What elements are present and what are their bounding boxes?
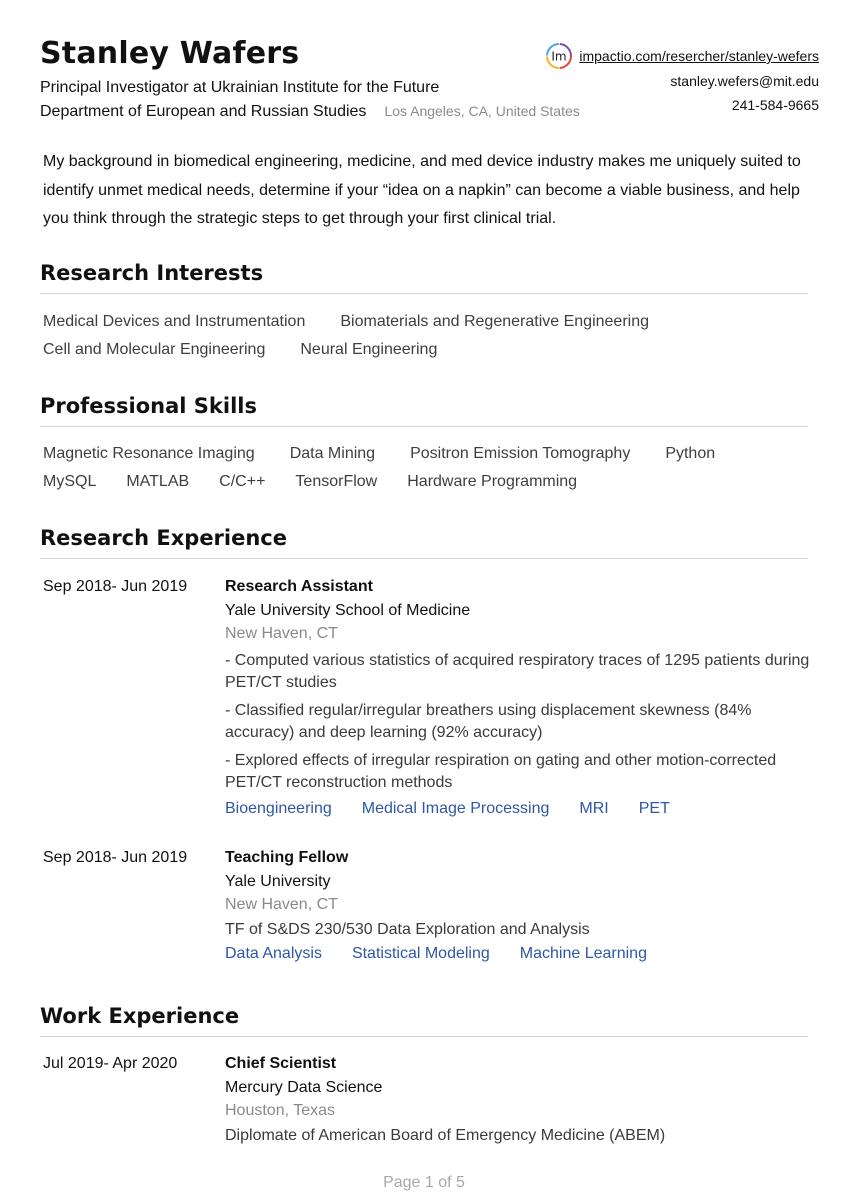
- entry-bullet: - Classified regular/irregular breathers using displacement skewness (84% accuracy) and deep learning (92% accuracy): [225, 702, 752, 741]
- entry-description: Diplomate of American Board of Emergency Medicine (ABEM): [225, 1127, 666, 1144]
- tag-link[interactable]: MRI: [579, 800, 609, 817]
- interest-item: Neural Engineering: [300, 341, 438, 358]
- research-entry: [225, 578, 815, 818]
- phone-text: 241-584-9665: [731, 97, 819, 113]
- tag-link[interactable]: Data Analysis: [225, 945, 322, 962]
- page-indicator: Page 1 of 5: [383, 1174, 465, 1191]
- interest-item: Biomaterials and Regenerative Engineering: [340, 313, 649, 330]
- skill-item: C/C++: [219, 473, 266, 490]
- tag-link[interactable]: Statistical Modeling: [351, 945, 490, 962]
- entry-dates: Sep 2018- Jun 2019: [43, 849, 188, 866]
- website-row: [545, 42, 819, 70]
- tag-link[interactable]: Machine Learning: [519, 945, 647, 962]
- email-text[interactable]: stanley.wefers@mit.edu: [670, 73, 819, 89]
- entry-role: Teaching Fellow: [225, 849, 349, 866]
- position-title: Principal Investigator at Ukrainian Institute for the Future: [40, 79, 440, 96]
- research-experience-heading: Research Experience: [40, 526, 808, 559]
- skill-row: [43, 445, 803, 463]
- interest-item: Cell and Molecular Engineering: [43, 341, 266, 358]
- entry-organization: Mercury Data Science: [225, 1079, 383, 1096]
- tag-link[interactable]: PET: [638, 800, 670, 817]
- skill-item: MATLAB: [126, 473, 190, 490]
- profile-name: Stanley Wafers: [40, 36, 300, 71]
- website-link[interactable]: impactio.com/resercher/stanley-wefers: [579, 48, 819, 64]
- skill-item: Hardware Programming: [407, 473, 578, 490]
- entry-role: Chief Scientist: [225, 1055, 337, 1072]
- research-interests-heading: Research Interests: [40, 261, 808, 294]
- skill-row: [43, 473, 803, 491]
- interest-item: Medical Devices and Instrumentation: [43, 313, 306, 330]
- skill-item: MySQL: [43, 473, 97, 490]
- interest-row: [43, 341, 803, 359]
- entry-description: TF of S&DS 230/530 Data Exploration and Analysis: [225, 921, 590, 938]
- work-experience-heading: Work Experience: [40, 1004, 808, 1037]
- location-text: Los Angeles, CA, United States: [384, 103, 580, 119]
- skill-item: Data Mining: [289, 445, 376, 462]
- work-entry: [225, 1055, 815, 1151]
- interest-row: [43, 313, 803, 331]
- skills-heading: Professional Skills: [40, 394, 808, 427]
- entry-bullet: - Computed various statistics of acquired respiratory traces of 1295 patients during PET/CT studies: [225, 652, 810, 691]
- skills-list: [43, 445, 803, 501]
- skill-item: Positron Emission Tomography: [410, 445, 631, 462]
- entry-tags: [225, 945, 815, 963]
- summary-paragraph: My background in biomedical engineering, medicine, and med device industry makes me uniquely suited to identify unmet medical needs, determine if your “idea on a napkin” can become a viable business, and help you think through the strategic steps to get through your first clinical trial.: [43, 153, 801, 227]
- entry-dates: Jul 2019- Apr 2020: [43, 1055, 178, 1072]
- entry-tags: [225, 800, 815, 818]
- logo-text: Im: [551, 49, 567, 64]
- entry-location: New Haven, CT: [225, 625, 338, 642]
- tag-link[interactable]: Medical Image Processing: [361, 800, 550, 817]
- department-line: [40, 103, 580, 121]
- department-name: Department of European and Russian Studies: [40, 103, 367, 120]
- entry-organization: Yale University: [225, 873, 331, 890]
- skill-item: TensorFlow: [295, 473, 378, 490]
- research-interests-list: [43, 313, 803, 369]
- entry-organization: Yale University School of Medicine: [225, 602, 471, 619]
- impactio-logo-icon: [545, 42, 573, 70]
- skill-item: Magnetic Resonance Imaging: [43, 445, 255, 462]
- skill-item: Python: [665, 445, 716, 462]
- entry-dates: Sep 2018- Jun 2019: [43, 578, 188, 595]
- research-entry: [225, 849, 815, 963]
- entry-bullet: - Explored effects of irregular respiration on gating and other motion-corrected PET/CT reconstruction methods: [225, 752, 777, 791]
- entry-location: Houston, Texas: [225, 1102, 335, 1119]
- entry-role: Research Assistant: [225, 578, 373, 595]
- tag-link[interactable]: Bioengineering: [225, 800, 332, 817]
- entry-location: New Haven, CT: [225, 896, 338, 913]
